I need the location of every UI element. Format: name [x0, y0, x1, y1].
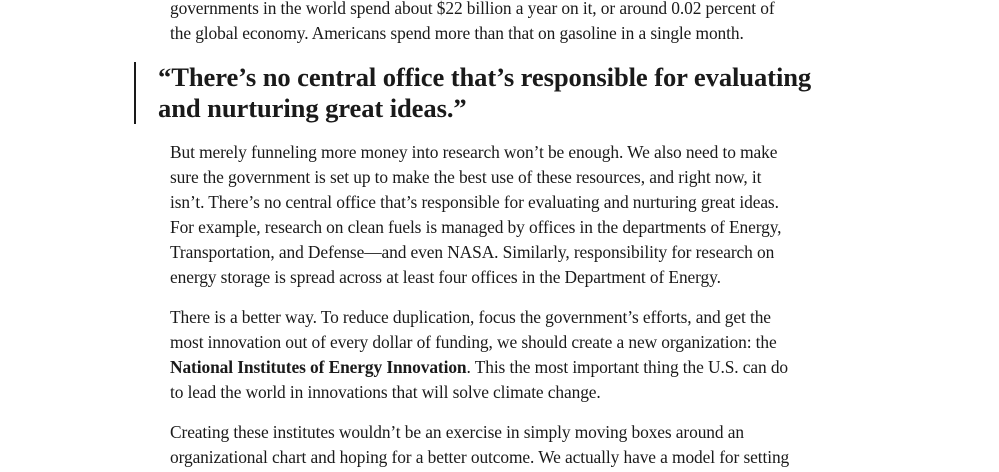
article-paragraph: Creating these institutes wouldn’t be an exercise in simply moving boxes around an organizational chart and hoping for a better outcome. We actually have a model for setting — [170, 422, 790, 467]
article-paragraph: governments in the world spend about $22 billion a year on it, or around 0.02 percent of the global economy. Americans spend more than that on gasoline in a single month. — [170, 0, 775, 43]
national-institutes-link[interactable]: National Institutes of Energy Innovation — [170, 357, 467, 377]
article-paragraph — [170, 305, 795, 405]
paragraph-text: . This the most important thing the U.S. can do to lead the world in innovations that will solve climate change. — [170, 357, 789, 402]
article-paragraph: But merely funneling more money into research won’t be enough. We also need to make sure the government is set up to make the best use of these resources, and right now, it isn’t. There’s no central office that’s responsible for evaluating and nurturing great ideas. For example, research on clean fuels is managed by offices in the departments of Energy, Transportation, and Defense—and even NASA. Similarly, responsibility for research on energy storage is spread across at least four offices in the Department of Energy. — [170, 142, 782, 287]
pull-quote-text: “There’s no central office that’s responsible for evaluating and nurturing great ideas.” — [158, 62, 812, 123]
pull-quote — [134, 62, 836, 124]
paragraph-text: There is a better way. To reduce duplication, focus the government’s efforts, and get the most innovation out of every dollar of funding, we should create a new organization: the — [170, 307, 777, 352]
